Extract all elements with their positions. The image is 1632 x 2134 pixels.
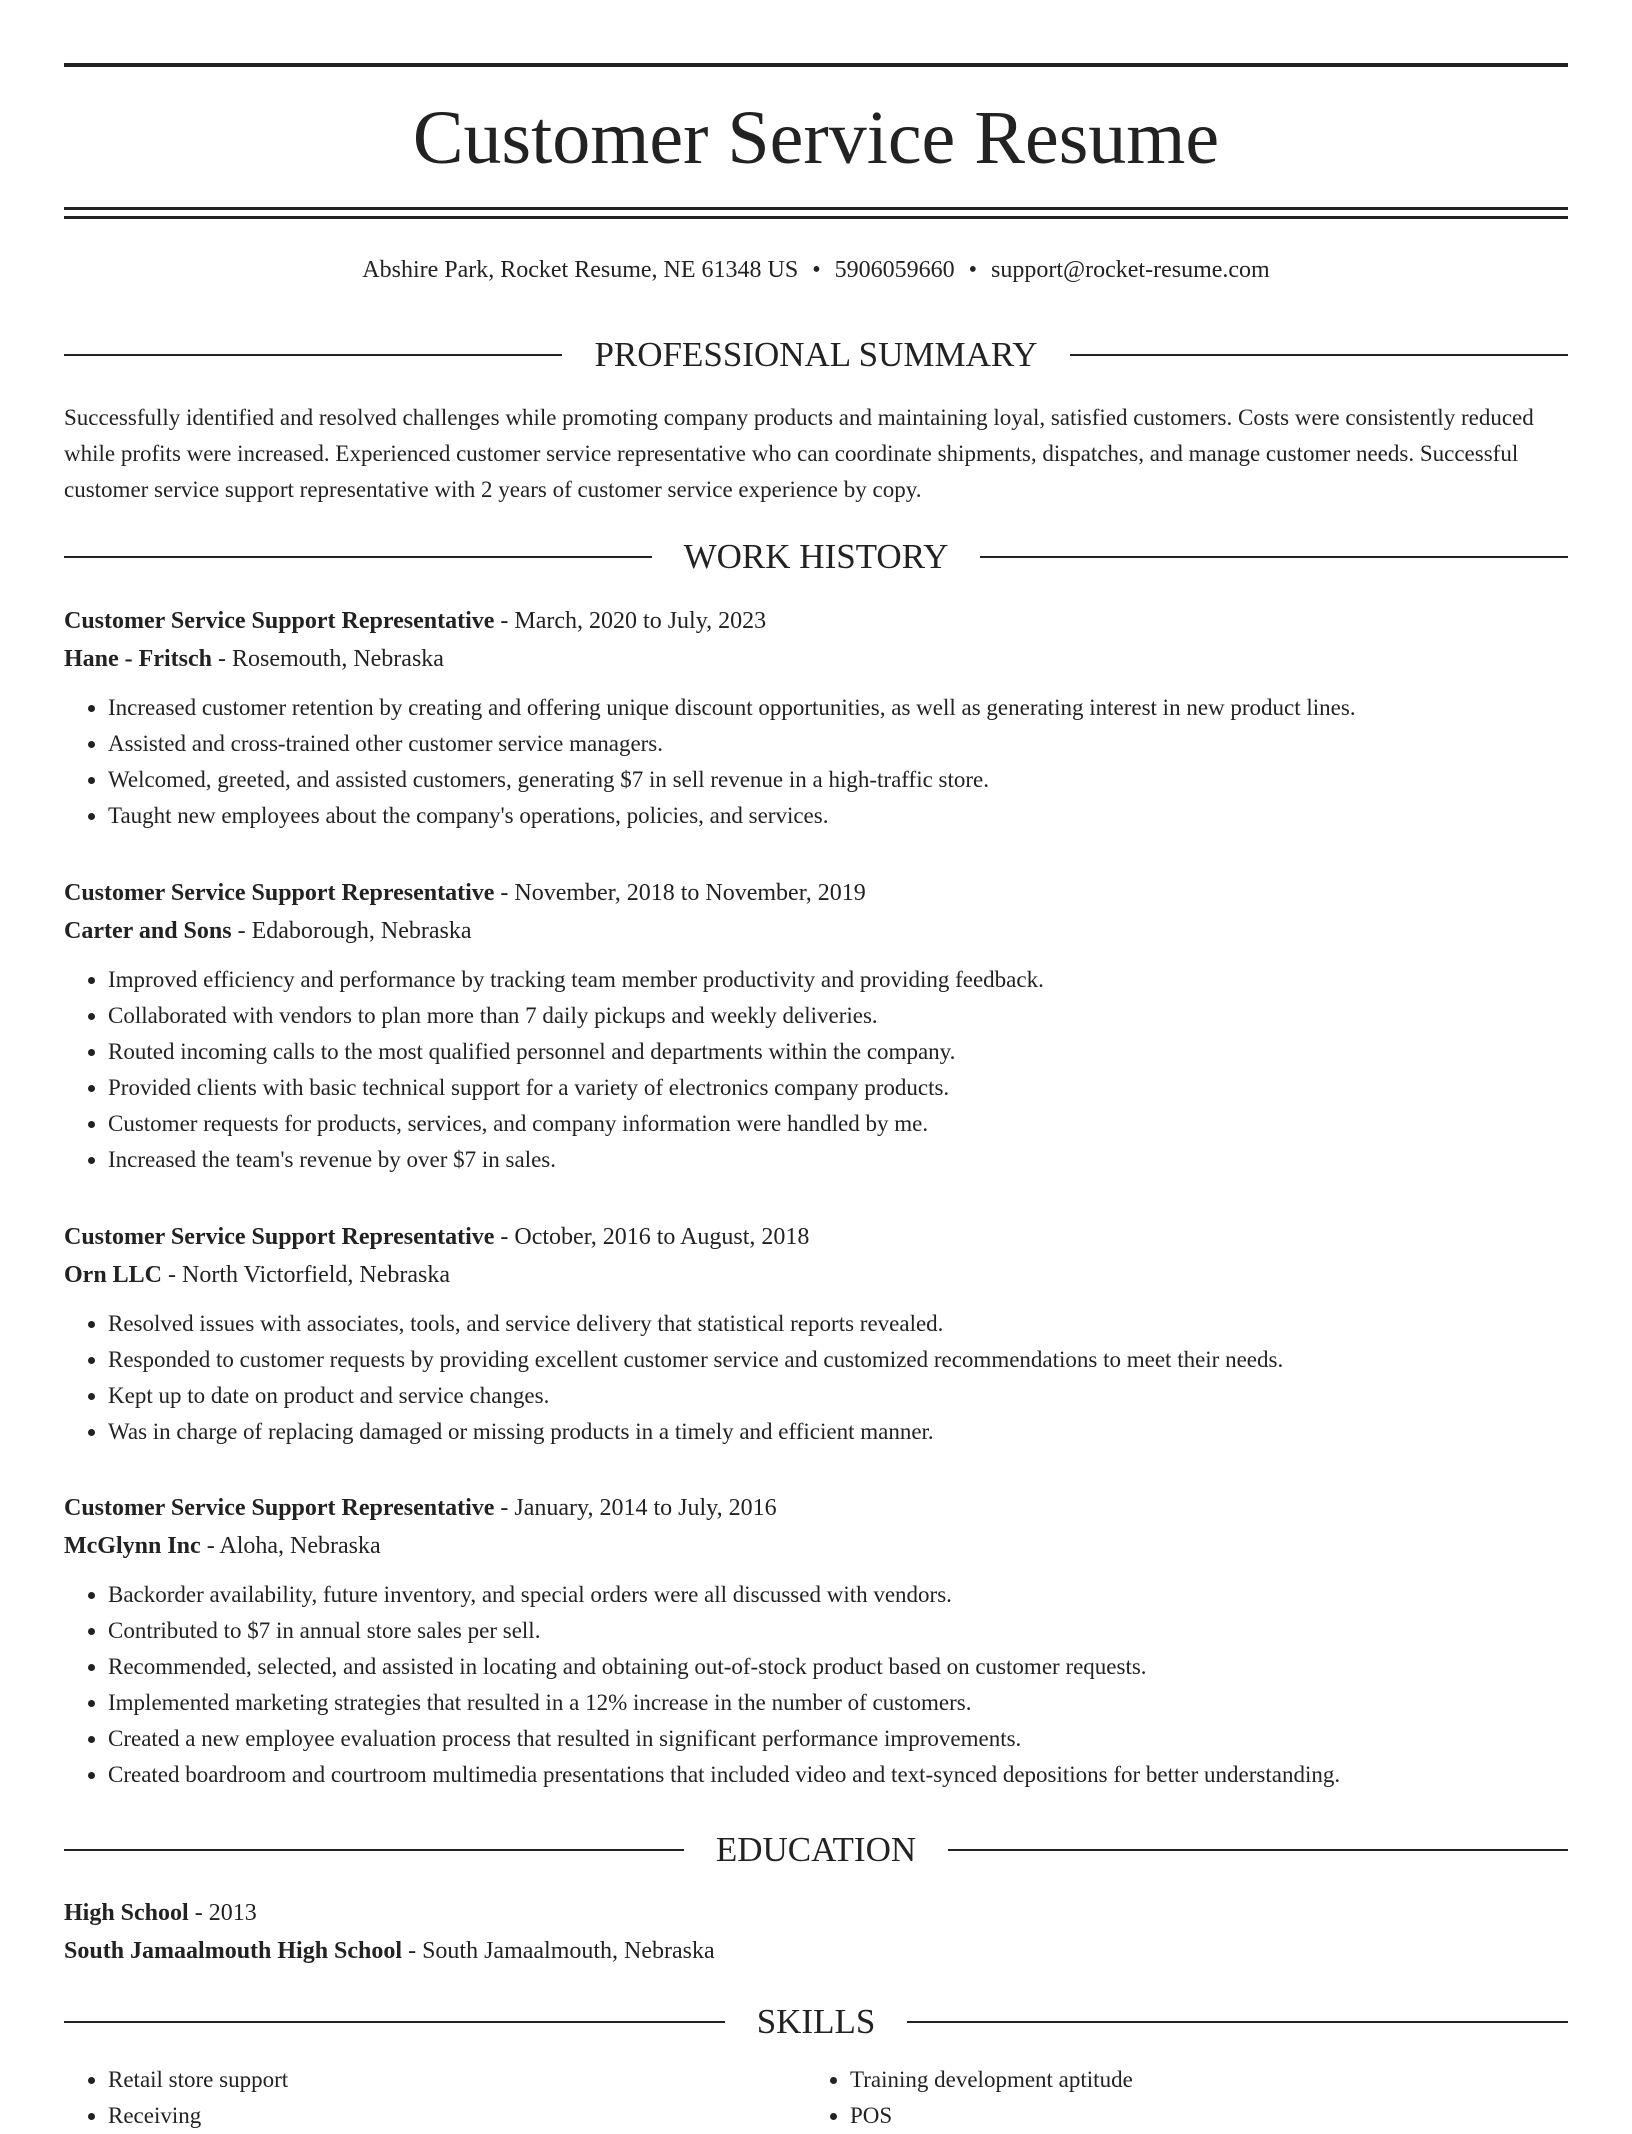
skill-item: • Retail store support [108,2062,806,2098]
education-year: - 2013 [188,1900,257,1926]
contact-line [64,255,1568,285]
contact-separator: • [812,257,821,283]
summary-text: Successfully identified and resolved challenges while promoting company products and maintaining loyal, satisfied customers. Costs were consistently reduced while profits were increased. Experienced customer service representative who can coordinate shipments, dispatches, and manage customer needs. Successful customer service support representative with 2 years of customer service experience by copy. [64,405,1534,502]
heading-rule-left [64,2021,725,2023]
job-bullet: • Kept up to date on product and service changes. [108,1378,1568,1414]
skill-item: • Training development aptitude [850,2062,1548,2098]
job-dates: - October, 2016 to August, 2018 [494,1224,810,1250]
summary-heading [64,335,1568,375]
heading-rule-right [980,556,1568,558]
job-title: Customer Service Support Representative [64,1495,495,1521]
skill-item: • Receiving [108,2098,806,2134]
job-dates: - March, 2020 to July, 2023 [494,608,767,634]
job-bullet: • Assisted and cross-trained other customer service managers. [108,726,1568,762]
job-bullet: • Created boardroom and courtroom multimedia presentations that included video and text-synced depositions for better understanding. [108,1757,1568,1793]
job-company-line [64,1256,1568,1294]
job-bullet: • Customer requests for products, services, and company information were handled by me. [108,1106,1568,1142]
job-title-line [64,1489,1568,1527]
job-bullet: • Improved efficiency and performance by tracking team member productivity and providing feedback. [108,962,1568,998]
job-bullet: • Recommended, selected, and assisted in locating and obtaining out-of-stock product based on customer requests. [108,1649,1568,1685]
education-entry [64,1894,1568,1970]
job-bullet: • Resolved issues with associates, tools, and service delivery that statistical reports revealed. [108,1306,1568,1342]
job-company-line [64,1527,1568,1565]
contact-phone: 5906059660 [834,257,955,283]
job-bullets [64,962,1568,1178]
work-history-heading [64,537,1568,577]
job-title-line [64,602,1568,640]
title-double-rule [64,207,1568,219]
job-company: Carter and Sons [64,918,232,944]
skills-heading [64,2002,1568,2042]
job-bullet: • Was in charge of replacing damaged or missing products in a timely and efficient manner. [108,1414,1568,1450]
job-title-line [64,1218,1568,1256]
resume-title: Customer Service Resume [412,96,1220,180]
job-entry [64,1489,1568,1793]
job-bullets [64,1306,1568,1450]
education-school: South Jamaalmouth High School [64,1938,403,1964]
education-location: - South Jamaalmouth, Nebraska [402,1938,715,1964]
heading-rule-left [64,1849,684,1851]
job-bullet: • Increased customer retention by creating and offering unique discount opportunities, as well as generating interest in new product lines. [108,690,1568,726]
skills-column-left [64,2062,806,2128]
job-bullets [64,1577,1568,1793]
job-location: - Rosemouth, Nebraska [211,646,444,672]
job-company-line [64,912,1568,950]
job-entry [64,1218,1568,1450]
job-entry [64,602,1568,834]
contact-address: Abshire Park, Rocket Resume, NE 61348 US [362,257,799,283]
contact-separator: • [968,257,978,283]
job-title-line [64,874,1568,912]
job-dates: - January, 2014 to July, 2016 [494,1495,777,1521]
job-title: Customer Service Support Representative [64,1224,495,1250]
heading-rule-right [948,1849,1568,1851]
job-company-line [64,640,1568,678]
education-heading-label: EDUCATION [715,1830,917,1869]
job-entry [64,874,1568,1178]
heading-rule-left [64,354,562,356]
job-company: McGlynn Inc [64,1533,201,1559]
heading-rule-left [64,556,652,558]
top-rule [64,63,1568,67]
skills-list [64,2062,1568,2128]
job-bullet: • Backorder availability, future inventory, and special orders were all discussed with vendors. [108,1577,1568,1613]
education-school-line [64,1932,1568,1970]
job-bullet: • Routed incoming calls to the most qualified personnel and departments within the company. [108,1034,1568,1070]
work-history-heading-label: WORK HISTORY [683,537,949,576]
education-degree: High School [64,1900,189,1926]
job-bullet: • Created a new employee evaluation process that resulted in significant performance improvements. [108,1721,1568,1757]
skills-column-right [806,2062,1548,2128]
summary-heading-label: PROFESSIONAL SUMMARY [594,335,1038,374]
heading-rule-right [907,2021,1568,2023]
job-bullet: • Increased the team's revenue by over $7 in sales. [108,1142,1568,1178]
job-bullet: • Contributed to $7 in annual store sales per sell. [108,1613,1568,1649]
education-degree-line [64,1894,1568,1932]
job-location: - Aloha, Nebraska [200,1533,381,1559]
job-bullet: • Collaborated with vendors to plan more than 7 daily pickups and weekly deliveries. [108,998,1568,1034]
job-bullet: • Welcomed, greeted, and assisted customers, generating $7 in sell revenue in a high-traffic store. [108,762,1568,798]
job-title: Customer Service Support Representative [64,608,495,634]
job-location: - North Victorfield, Nebraska [162,1262,451,1288]
skills-heading-label: SKILLS [756,2002,876,2041]
education-heading [64,1830,1568,1870]
heading-rule-right [1070,354,1568,356]
job-dates: - November, 2018 to November, 2019 [494,880,866,906]
job-bullet: • Taught new employees about the company's operations, policies, and services. [108,798,1568,834]
job-bullet: • Responded to customer requests by providing excellent customer service and customized recommendations to meet their needs. [108,1342,1568,1378]
job-bullet: • Provided clients with basic technical support for a variety of electronics company products. [108,1070,1568,1106]
skill-item: • POS [850,2098,1548,2134]
contact-email: support@rocket-resume.com [991,257,1270,283]
job-bullet: • Implemented marketing strategies that resulted in a 12% increase in the number of customers. [108,1685,1568,1721]
job-title: Customer Service Support Representative [64,880,495,906]
job-company: Hane - Fritsch [64,646,212,672]
job-company: Orn LLC [64,1262,163,1288]
job-location: - Edaborough, Nebraska [231,918,472,944]
job-bullets [64,690,1568,834]
